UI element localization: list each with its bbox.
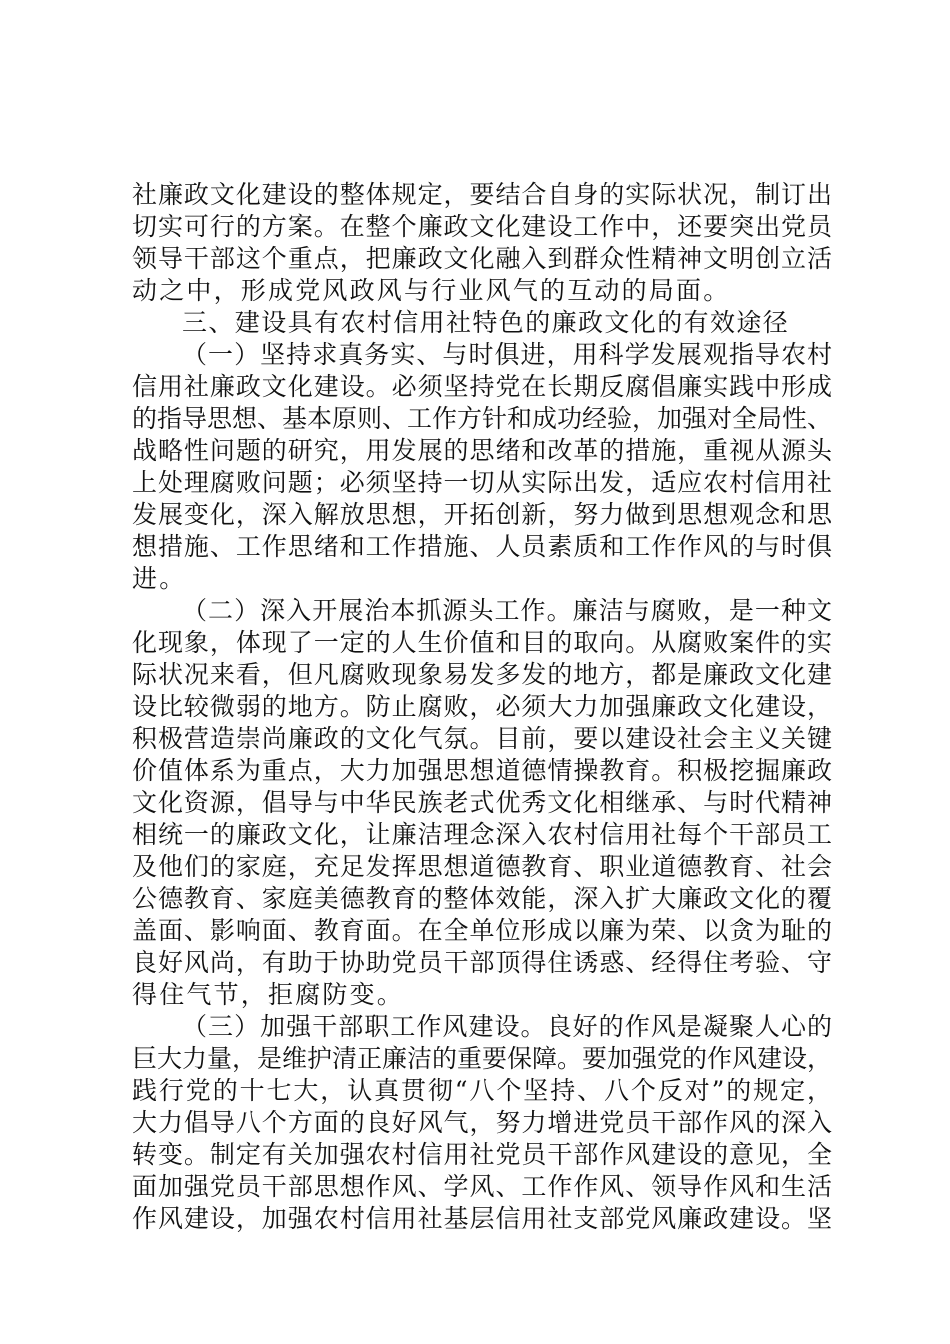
- text-line: 相统一的廉政文化，让廉洁理念深入农村信用社每个干部员工: [132, 820, 832, 849]
- text-line: 践行党的十七大，认真贯彻“八个坚持、八个反对”的规定，: [132, 1076, 832, 1105]
- paragraph-first-line: （一）坚持求真务实、与时俱进，用科学发展观指导农村: [182, 340, 832, 369]
- section-heading: 三、建设具有农村信用社特色的廉政文化的有效途径: [182, 308, 790, 337]
- paragraph-first-line: （二）深入开展治本抓源头工作。廉洁与腐败，是一种文: [182, 596, 832, 625]
- text-line: 动之中，形成党风政风与行业风气的互动的局面。: [132, 276, 731, 305]
- text-line: 切实可行的方案。在整个廉政文化建设工作中，还要突出党员: [132, 212, 832, 241]
- text-line: 文化资源，倡导与中华民族老式优秀文化相继承、与时代精神: [132, 788, 832, 817]
- text-line: 想措施、工作思绪和工作措施、人员素质和工作作风的与时俱: [132, 532, 832, 561]
- text-line: 积极营造崇尚廉政的文化气氛。目前，要以建设社会主义关键: [132, 724, 832, 753]
- text-line: 及他们的家庭，充足发挥思想道德教育、职业道德教育、社会: [132, 852, 832, 881]
- text-line: 的指导思想、基本原则、工作方针和成功经验，加强对全局性、: [132, 404, 833, 433]
- text-line: 价值体系为重点，大力加强思想道德情操教育。积极挖掘廉政: [132, 756, 832, 785]
- text-line: 作风建设，加强农村信用社基层信用社支部党风廉政建设。坚: [132, 1204, 832, 1233]
- text-line: 发展变化，深入解放思想，开拓创新，努力做到思想观念和思: [132, 500, 832, 529]
- text-line: 领导干部这个重点，把廉政文化融入到群众性精神文明创立活: [132, 244, 832, 273]
- text-line: 面加强党员干部思想作风、学风、工作作风、领导作风和生活: [132, 1172, 832, 1201]
- text-line: 公德教育、家庭美德教育的整体效能，深入扩大廉政文化的覆: [132, 884, 832, 913]
- text-line: 信用社廉政文化建设。必须坚持党在长期反腐倡廉实践中形成: [132, 372, 832, 401]
- text-line: 设比较微弱的地方。防止腐败，必须大力加强廉政文化建设，: [132, 692, 832, 721]
- text-line: 战略性问题的研究，用发展的思绪和改革的措施，重视从源头: [132, 436, 832, 465]
- paragraph-first-line: （三）加强干部职工作风建设。良好的作风是凝聚人心的: [182, 1012, 832, 1041]
- text-line: 得住气节，拒腐防变。: [132, 980, 405, 1009]
- text-line: 巨大力量，是维护清正廉洁的重要保障。要加强党的作风建设，: [132, 1044, 833, 1073]
- text-line: 转变。制定有关加强农村信用社党员干部作风建设的意见，全: [132, 1140, 832, 1169]
- text-line: 际状况来看，但凡腐败现象易发多发的地方，都是廉政文化建: [132, 660, 832, 689]
- text-line: 盖面、影响面、教育面。在全单位形成以廉为荣、以贪为耻的: [132, 916, 832, 945]
- text-line: 化现象，体现了一定的人生价值和目的取向。从腐败案件的实: [132, 628, 832, 657]
- text-line: 良好风尚，有助于协助党员干部顶得住诱惑、经得住考验、守: [132, 948, 832, 977]
- text-line: 进。: [132, 564, 187, 593]
- text-line: 大力倡导八个方面的良好风气，努力增进党员干部作风的深入: [132, 1108, 832, 1137]
- text-line: 上处理腐败问题；必须坚持一切从实际出发，适应农村信用社: [132, 468, 832, 497]
- text-line: 社廉政文化建设的整体规定，要结合自身的实际状况，制订出: [132, 180, 832, 209]
